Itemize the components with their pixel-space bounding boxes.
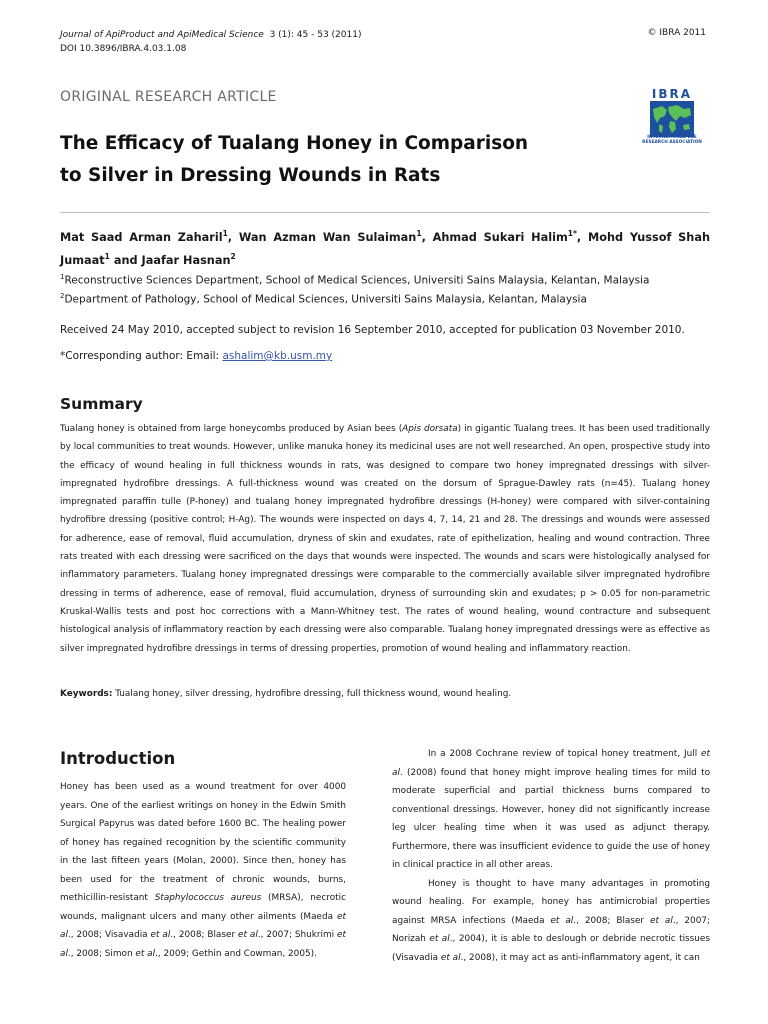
affiliation-text: Reconstructive Sciences Department, School of Medical Sciences, Universiti Sains Malaysia, Kelantan, Malaysia — [64, 274, 650, 287]
text-run: ., 2008; Blaser — [573, 915, 651, 926]
title-line-1: The Efficacy of Tualang Honey in Comparison — [60, 133, 529, 154]
journal-volume: 3 (1): 45 - 53 (2011) — [269, 30, 362, 40]
logo-subtitle — [636, 135, 708, 145]
text-run: ., 2008), it may act as anti-inflammatory agent, it can — [460, 952, 700, 963]
affiliation-text: Department of Pathology, School of Medical Sciences, Universiti Sains Malaysia, Kelantan, Malaysia — [64, 293, 587, 305]
et-al: et al — [238, 930, 258, 940]
author-affiliation-marker: 1 — [222, 229, 228, 238]
introduction-right-column — [392, 745, 710, 967]
introduction-heading: Introduction — [60, 749, 176, 768]
text-run: In a 2008 Cochrane review of topical honey treatment, Jull — [428, 749, 702, 759]
ibra-logo — [636, 83, 708, 151]
text-run: . (2008) found that honey might improve healing times for mild to moderate superficial and partial thickness burns compared to conventional dressings. However, honey did not significantly increase leg ulcer healing time when it was used as adjunct therapy. Furthermore, there was insufficient evidence to guide the use of honey in clinical practice in all other areas. — [392, 767, 710, 870]
summary-heading: Summary — [60, 395, 143, 413]
et-al: et al — [550, 915, 574, 926]
et-al: et al — [60, 930, 346, 959]
text-run: ., 2007; Shukrimi — [257, 930, 338, 940]
introduction-left-column — [60, 778, 346, 963]
et-al: et al — [60, 911, 346, 940]
keywords — [60, 689, 511, 699]
author-affiliation-marker: 2 — [230, 251, 236, 261]
author-name: Mohd Yussof Shah Jumaat — [60, 230, 711, 267]
doi: DOI 10.3896/IBRA.4.03.1.08 — [60, 44, 187, 54]
paragraph — [392, 745, 710, 875]
paragraph — [60, 778, 346, 963]
text-run: (MRSA), necrotic wounds, malignant ulcers and many other ailments (Maeda — [60, 893, 346, 922]
et-al: et al — [429, 934, 450, 944]
summary-text — [60, 420, 710, 658]
affiliation-marker: 1 — [60, 273, 65, 281]
journal-header — [60, 28, 361, 56]
text-run: ., 2009; Gethin and Cowman, 2005). — [155, 948, 317, 959]
text-run: ., 2008; Visavadia — [67, 930, 151, 940]
et-al: et al — [440, 952, 461, 963]
text-run: ., 2004), it is able to deslough or debride necrotic tissues (Visavadia — [392, 934, 710, 963]
et-al: et al — [650, 915, 673, 926]
logo-subtitle-line1: INTERNATIONAL BEE — [647, 135, 697, 140]
author-name: Ahmad Sukari Halim — [432, 230, 568, 244]
article-title — [60, 128, 620, 192]
author-affiliation-marker: 1 — [416, 229, 422, 238]
affiliation-marker: 2 — [60, 291, 65, 300]
journal-name: Journal of ApiProduct and ApiMedical Science — [60, 30, 264, 40]
text-run: ., 2008; Simon — [67, 948, 136, 959]
copyright: © IBRA 2011 — [647, 28, 706, 38]
received-dates: Received 24 May 2010, accepted subject to revision 16 September 2010, accepted for publication 03 November 2010. — [60, 324, 685, 336]
author-affiliation-marker: 1 — [104, 251, 110, 261]
corresponding-email-link[interactable]: ashalim@kb.usm.my — [222, 350, 333, 362]
et-al: et al — [135, 948, 156, 959]
logo-text: IBRA — [651, 87, 693, 101]
world-map-icon — [650, 101, 694, 137]
author-name: Wan Azman Wan Sulaiman — [238, 230, 417, 244]
affiliation-item — [60, 270, 649, 289]
paragraph — [392, 875, 710, 968]
keywords-text: Tualang honey, silver dressing, hydrofibre dressing, full thickness wound, wound healing. — [115, 689, 512, 699]
keywords-label: Keywords: — [60, 689, 113, 699]
et-al: et al — [392, 749, 710, 778]
author-name: Jaafar Hasnan — [141, 253, 231, 267]
affiliation-item — [60, 289, 649, 308]
title-line-2: to Silver in Dressing Wounds in Rats — [60, 165, 441, 186]
author-name: Mat Saad Arman Zaharil — [60, 230, 223, 244]
author-list: Mat Saad Arman Zaharil$^1$, Wan Azman Wan Sulaiman$^1$, Ahmad Sukari Halim$^{1*}$, Mohd Yussof Shah Jumaat$^1$ and Jaafar Hasnan$^2$ — [60, 229, 711, 267]
title-divider — [60, 212, 710, 213]
summary-part-2: ) in gigantic Tualang trees. It has been used traditionally by local communities to treat wounds. However, unlike manuka honey its medicinal uses are not well researched. An open, prospective study into the efficacy of wound healing in full thickness wounds in rats, was designed to compare two honey impregnated dressings with silver-impregnated hydrofibre dressings. A full-thickness wound was created on the dorsum of Sprague-Dawley rats (n=45). Tualang honey impregnated paraffin tulle (P-honey) and tualang honey impregnated hydrofibre dressings (H-honey) were compared with silver-containing hydrofibre dressing (positive control; H-Ag). The wounds were inspected on days 4, 7, 14, 21 and 28. The dressings and wounds were assessed for adherence, ease of removal, fluid accumulation, dryness of skin and exudates, rate of epithelization, healing and wound contraction. Three rats treated with each dressing were sacrificed on the days that wounds were inspected. The wounds and scars were histologically analysed for inflammatory parameters. Tualang honey impregnated dressings were comparable to the commercially available silver impregnated hydrofibre dressing in terms of adherence, ease of removal, fluid accumulation, dryness of surrounding skin and exudates; p > 0.05 for non-parametric Kruskal-Wallis tests and post hoc corrections with a Mann-Whitney test. The rates of wound healing, wound contracture and subsequent histological analysis of inflammatory reaction by each dressing were also comparable. Tualang honey impregnated dressings were as effective as silver impregnated hydrofibre dressings in terms of dressing properties, promotion of wound healing and inflammatory reaction. — [60, 424, 710, 654]
affiliations — [60, 270, 649, 307]
text-run: ., 2007; Norizah — [392, 915, 710, 944]
text-run: Honey is thought to have many advantages in promoting wound healing. For example, honey has antimicrobial properties against MRSA infections (Maeda — [392, 878, 710, 926]
article-type: ORIGINAL RESEARCH ARTICLE — [60, 89, 277, 105]
corresponding-label: *Corresponding author: Email: — [60, 350, 220, 362]
text-run: ., 2008; Blaser — [170, 930, 239, 940]
logo-subtitle-line2: RESEARCH ASSOCIATION — [642, 140, 702, 145]
author-affiliation-marker: 1* — [567, 229, 577, 238]
corresponding-author — [60, 350, 332, 362]
summary-part-1: Tualang honey is obtained from large honeycombs produced by Asian bees ( — [60, 424, 403, 434]
summary-species: Apis dorsata — [402, 424, 458, 434]
species-name: Staphylococcus aureus — [154, 893, 262, 903]
et-al: et al — [150, 930, 171, 940]
text-run: Honey has been used as a wound treatment for over 4000 years. One of the earliest writings on honey in the Edwin Smith Surgical Papyrus was dated before 1600 BC. The healing power of honey has regained recognition by the scientific community in the last fifteen years (Molan, 2000). Since then, honey has been used for the treatment of chronic wounds, burns, methicillin-resistant — [60, 782, 346, 903]
